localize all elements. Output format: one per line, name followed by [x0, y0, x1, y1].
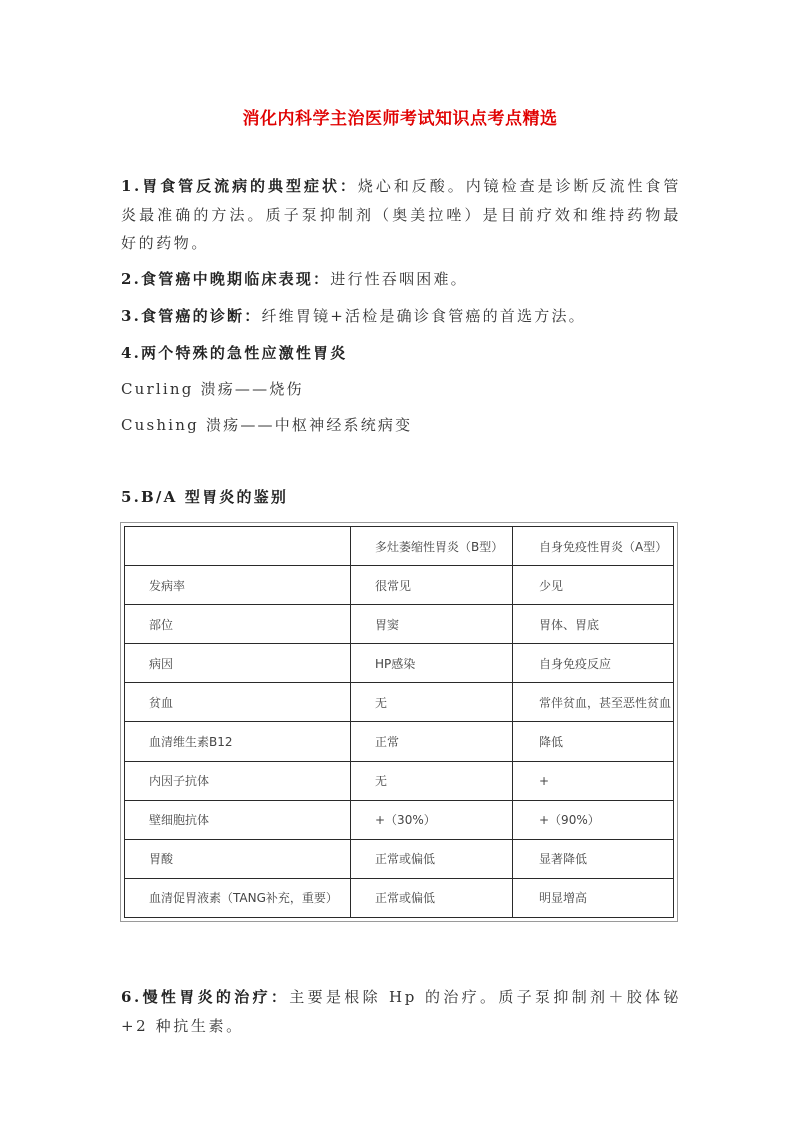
section-2-heading: 2.食管癌中晚期临床表现： [121, 270, 331, 288]
table-row [125, 800, 674, 839]
table-cell: 壁细胞抗体 [125, 800, 351, 839]
table-cell: 无 [351, 683, 513, 722]
section-4-line-curling: Curling 溃疡——烧伤 [121, 380, 304, 398]
section-4-heading: 4.两个特殊的急性应激性胃炎 [121, 344, 348, 362]
table-cell: +（30%） [351, 800, 513, 839]
table-cell: 胃窦 [351, 605, 513, 644]
table-cell: 降低 [513, 722, 674, 761]
gastritis-comparison-table-frame [120, 522, 678, 922]
table-cell: 发病率 [125, 566, 351, 605]
section-4-line-cushing: Cushing 溃疡——中枢神经系统病变 [121, 416, 413, 434]
table-cell: 明显增高 [513, 878, 674, 917]
table-cell: 常伴贫血，甚至恶性贫血 [513, 683, 674, 722]
table-cell: HP感染 [351, 644, 513, 683]
section-3-body: 纤维胃镜+活检是确诊食管癌的首选方法。 [261, 307, 586, 325]
table-row [125, 839, 674, 878]
table-header-cell: 多灶萎缩性胃炎（B型） [351, 527, 513, 566]
section-3-heading: 3.食管癌的诊断： [121, 307, 262, 325]
table-row [125, 605, 674, 644]
section-6 [121, 983, 681, 1040]
table-cell: 病因 [125, 644, 351, 683]
table-cell: +（90%） [513, 800, 674, 839]
table-cell: 内因子抗体 [125, 761, 351, 800]
table-cell: 很常见 [351, 566, 513, 605]
table-cell: 胃体、胃底 [513, 605, 674, 644]
section-5-heading: 5.B/A 型胃炎的鉴别 [121, 488, 289, 506]
table-cell: 无 [351, 761, 513, 800]
table-cell: 显著降低 [513, 839, 674, 878]
table-cell: 自身免疫反应 [513, 644, 674, 683]
gastritis-comparison-table [124, 526, 674, 918]
section-3 [121, 305, 586, 326]
table-cell: 正常或偏低 [351, 878, 513, 917]
table-cell: 部位 [125, 605, 351, 644]
table-header-row [125, 527, 674, 566]
table-cell: + [513, 761, 674, 800]
section-2 [121, 268, 468, 289]
table-cell: 少见 [513, 566, 674, 605]
table-cell: 胃酸 [125, 839, 351, 878]
table-row [125, 683, 674, 722]
table-row [125, 878, 674, 917]
table-header-cell [125, 527, 351, 566]
table-cell: 血清维生素B12 [125, 722, 351, 761]
section-1 [121, 172, 681, 258]
table-row [125, 644, 674, 683]
table-cell: 正常或偏低 [351, 839, 513, 878]
document-title: 消化内科学主治医师考试知识点考点精选 [242, 109, 558, 129]
table-cell: 贫血 [125, 683, 351, 722]
section-1-heading: 1.胃食管反流病的典型症状： [121, 177, 358, 195]
table-cell: 正常 [351, 722, 513, 761]
section-6-heading: 6.慢性胃炎的治疗： [121, 988, 290, 1006]
section-2-body: 进行性吞咽困难。 [330, 270, 468, 288]
table-row [125, 761, 674, 800]
table-cell: 血清促胃液素（TANG补充，重要） [125, 878, 351, 917]
table-header-cell: 自身免疫性胃炎（A型） [513, 527, 674, 566]
table-row [125, 566, 674, 605]
section-6-body: 主要是根除 Hp 的治疗。质子泵抑制剂＋胶体铋+2 种抗生素。 [121, 988, 681, 1035]
section-1-body: 烧心和反酸。内镜检查是诊断反流性食管炎最准确的方法。质子泵抑制剂（奥美拉唑）是目前疗效和维持药物最好的药物。 [121, 177, 681, 252]
table-row [125, 722, 674, 761]
